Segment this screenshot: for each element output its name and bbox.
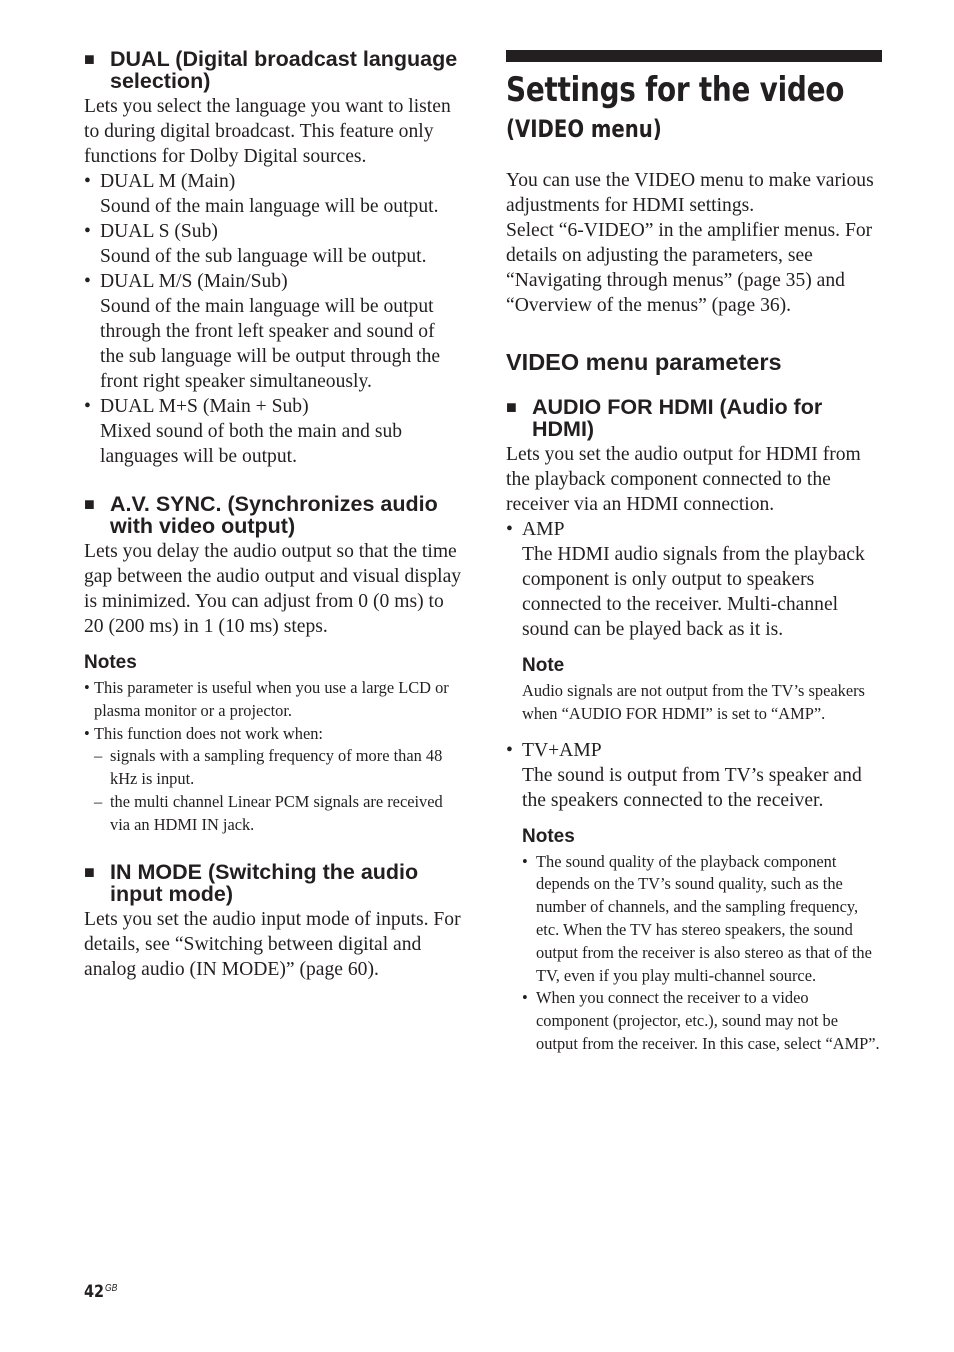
page-number: $42^{GB}$ bbox=[84, 1282, 118, 1302]
amp-note-text: Audio signals are not output from the TV’s speakers when “AUDIO FOR HDMI” is set to “AMP”. bbox=[522, 681, 865, 723]
avsync-heading: ■ A.V. SYNC. (Synchronizes audio with video output) bbox=[84, 492, 438, 538]
amp-note-title: Note bbox=[522, 655, 565, 676]
square-bullet-icon: ■ bbox=[506, 397, 517, 417]
amp-option bbox=[506, 517, 882, 642]
tvamp-notes-title: Notes bbox=[522, 825, 575, 847]
avsync-notes-list bbox=[84, 677, 462, 745]
list-item: • DUAL M+S (Main + Sub) Mixed sound of both the main and sub languages will be output. bbox=[84, 396, 403, 467]
title-rule bbox=[506, 50, 882, 62]
page-title: Settings for the video bbox=[506, 70, 845, 110]
list-item: – signals with a sampling frequency of more than 48 kHz is input. bbox=[94, 746, 443, 789]
square-bullet-icon: ■ bbox=[84, 861, 95, 882]
page-subtitle: (VIDEO menu) bbox=[506, 115, 662, 143]
list-item: • The sound quality of the playback component depends on the TV’s sound quality, such as the number of channels, and the sampling frequency, etc. When the TV has stereo speakers, the sound output from the receiver is also stereo as that of the TV, even if you play multi-channel source. bbox=[522, 851, 872, 985]
left-column bbox=[84, 46, 462, 982]
inmode-body: Lets you set the audio input mode of inputs. For details, see “Switching between digital and analog audio (IN MODE)” (page 60). bbox=[84, 908, 461, 980]
dual-intro: Lets you select the language you want to listen to during digital broadcast. This feature only functions for Dolby Digital sources. bbox=[84, 96, 451, 167]
list-item: • AMP The HDMI audio signals from the playback component is only output to speakers connected to the receiver. Multi-channel sound can be played back as it is. bbox=[506, 519, 865, 640]
avsync-body: Lets you delay the audio output so that the time gap between the audio output and visual display is minimized. You can adjust from 0 (0 ms) to 20 (200 ms) in 1 (10 ms) steps. bbox=[84, 541, 462, 637]
square-bullet-icon: ■ bbox=[84, 494, 95, 514]
audiohdmi-heading: ■ AUDIO FOR HDMI (Audio for HDMI) bbox=[506, 395, 823, 441]
avsync-notes-title: Notes bbox=[84, 652, 137, 673]
avsync-subnotes-list bbox=[84, 745, 462, 836]
list-item: • DUAL M (Main) Sound of the main language will be output. bbox=[84, 171, 439, 217]
list-item: • This parameter is useful when you use a large LCD or plasma monitor or a projector. bbox=[84, 678, 449, 720]
list-item: • DUAL S (Sub) Sound of the sub language will be output. bbox=[84, 221, 427, 267]
section-heading: VIDEO menu parameters bbox=[506, 349, 782, 375]
right-column bbox=[506, 46, 882, 1056]
list-item: • TV+AMP The sound is output from TV’s speaker and the speakers connected to the receiver. bbox=[506, 739, 862, 811]
square-bullet-icon: ■ bbox=[84, 49, 95, 69]
intro-paragraph-1: You can use the VIDEO menu to make various adjustments for HDMI settings. bbox=[506, 170, 874, 216]
region-code: GB bbox=[104, 1283, 118, 1294]
dual-heading: ■ DUAL (Digital broadcast language selection) bbox=[84, 47, 458, 93]
tvamp-option bbox=[506, 738, 882, 813]
intro-paragraph-2: Select “6-VIDEO” in the amplifier menus. For details on adjusting the parameters, see “Navigating through menus” (page 35) and “Overview of the menus” (page 36). bbox=[506, 220, 873, 316]
inmode-heading: ■ IN MODE (Switching the audio input mode) bbox=[84, 859, 419, 906]
audiohdmi-body: Lets you set the audio output for HDMI from the playback component connected to the receiver via an HDMI connection. bbox=[506, 444, 861, 515]
list-item: • When you connect the receiver to a video component (projector, etc.), sound may not be output from the receiver. In this case, select “AMP”. bbox=[522, 988, 880, 1053]
dual-options-list bbox=[84, 169, 462, 469]
tvamp-notes-list bbox=[522, 851, 882, 1056]
list-item: • DUAL M/S (Main/Sub) Sound of the main language will be output through the front left speaker and sound of the sub language will be output through the front right speaker simultaneously. bbox=[84, 271, 441, 392]
list-item: – the multi channel Linear PCM signals are received via an HDMI IN jack. bbox=[94, 791, 443, 834]
list-item: • This function does not work when: bbox=[84, 723, 323, 743]
tvamp-notes bbox=[506, 825, 882, 1056]
amp-note bbox=[506, 654, 882, 726]
